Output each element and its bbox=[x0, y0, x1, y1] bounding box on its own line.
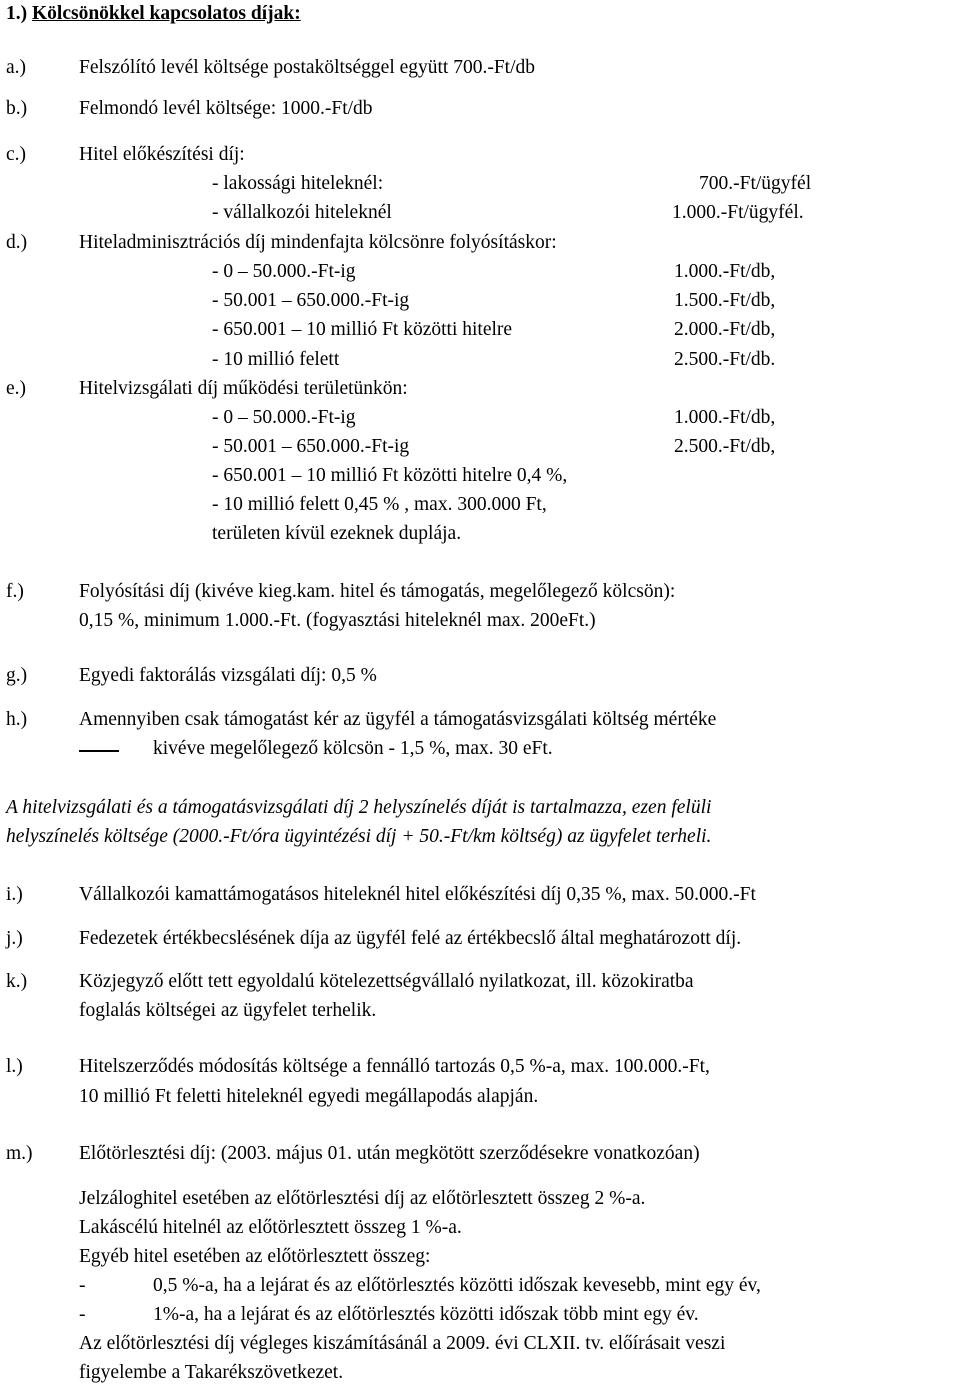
item-i-text: Vállalkozói kamattámogatásos hiteleknél hitel előkészítési díj 0,35 %, max. 50.000.-Ft bbox=[79, 884, 756, 905]
fee-row-amount: 1.000.-Ft/db, bbox=[674, 261, 776, 282]
dash-rule bbox=[79, 750, 119, 752]
item-e-text: Hitelvizsgálati díj működési területünkön: bbox=[79, 378, 408, 399]
item-m-line1: Előtörlesztési díj: (2003. május 01. után megkötött szerződésekre vonatkozóan) bbox=[79, 1143, 700, 1164]
italic-note-line1: A hitelvizsgálati és a támogatásvizsgálati díj 2 helyszínelés díját is tartalmazza, ezen felüli bbox=[6, 797, 712, 818]
bullet-text: 1%-a, ha a lejárat és az előtörlesztés közötti időszak több mint egy év. bbox=[153, 1304, 699, 1325]
fee-row-desc: - 0 – 50.000.-Ft-ig bbox=[212, 261, 356, 282]
item-m-final1: Az előtörlesztési díj végleges kiszámításánál a 2009. évi CLXII. tv. előírásait veszi bbox=[79, 1333, 726, 1354]
fee-row-amount: 700.-Ft/ügyfél bbox=[699, 173, 812, 194]
item-f-line2: 0,15 %, minimum 1.000.-Ft. (fogyasztási hiteleknél max. 200eFt.) bbox=[79, 610, 596, 631]
fee-row-amount: 1.000.-Ft/ügyfél. bbox=[672, 202, 804, 223]
fee-row-desc: - 50.001 – 650.000.-Ft-ig bbox=[212, 290, 410, 311]
item-k-label: k.) bbox=[6, 971, 28, 992]
item-e-label: e.) bbox=[6, 378, 27, 399]
fee-row-desc: - vállalkozói hiteleknél bbox=[212, 202, 392, 223]
section-title: Kölcsönökkel kapcsolatos díjak: bbox=[32, 3, 301, 24]
item-g-text: Egyedi faktorálás vizsgálati díj: 0,5 % bbox=[79, 665, 377, 686]
item-h-line1: Amennyiben csak támogatást kér az ügyfél a támogatásvizsgálati költség mértéke bbox=[79, 709, 717, 730]
item-g-label: g.) bbox=[6, 665, 28, 686]
fee-extra-line: - 650.001 – 10 millió Ft közötti hitelre 0,4 %, bbox=[212, 465, 568, 486]
item-m-para: Egyéb hitel esetében az előtörlesztett összeg: bbox=[79, 1246, 431, 1267]
fee-row-amount: 2.000.-Ft/db, bbox=[674, 319, 776, 340]
bullet-dash: - bbox=[79, 1275, 86, 1296]
item-h-line2: kivéve megelőlegező kölcsön - 1,5 %, max. 30 eFt. bbox=[153, 738, 553, 759]
fee-row-amount: 2.500.-Ft/db. bbox=[674, 349, 776, 370]
item-c-text: Hitel előkészítési díj: bbox=[79, 144, 245, 165]
fee-row-desc: - 650.001 – 10 millió Ft közötti hitelre bbox=[212, 319, 513, 340]
item-a-text: Felszólító levél költsége postaköltséggel együtt 700.-Ft/db bbox=[79, 57, 536, 78]
fee-row-desc: - 50.001 – 650.000.-Ft-ig bbox=[212, 436, 410, 457]
item-l-line2: 10 millió Ft feletti hiteleknél egyedi megállapodás alapján. bbox=[79, 1086, 539, 1107]
fee-extra-line: területen kívül ezeknek duplája. bbox=[212, 523, 462, 544]
item-m-para: Lakáscélú hitelnél az előtörlesztett összeg 1 %-a. bbox=[79, 1217, 462, 1238]
item-f-line1: Folyósítási díj (kivéve kieg.kam. hitel és támogatás, megelőlegező kölcsön): bbox=[79, 581, 676, 602]
item-b-text: Felmondó levél költsége: 1000.-Ft/db bbox=[79, 98, 373, 119]
item-k-line1: Közjegyző előtt tett egyoldalú kötelezettségvállaló nyilatkozat, ill. közokiratba bbox=[79, 971, 694, 992]
fee-extra-line: - 10 millió felett 0,45 % , max. 300.000 Ft, bbox=[212, 494, 547, 515]
item-d-label: d.) bbox=[6, 232, 28, 253]
item-c-label: c.) bbox=[6, 144, 27, 165]
item-i-label: i.) bbox=[6, 884, 23, 905]
item-a-label: a.) bbox=[6, 57, 27, 78]
section-number: 1.) bbox=[6, 3, 28, 24]
italic-note-line2: helyszínelés költsége (2000.-Ft/óra ügyintézési díj + 50.-Ft/km költség) az ügyfelet terheli. bbox=[6, 826, 712, 847]
item-b-label: b.) bbox=[6, 98, 28, 119]
item-k-line2: foglalás költségei az ügyfelet terhelik. bbox=[79, 1000, 377, 1021]
item-l-label: l.) bbox=[6, 1056, 23, 1077]
item-m-final2: figyelembe a Takarékszövetkezet. bbox=[79, 1362, 344, 1383]
item-m-label: m.) bbox=[6, 1143, 33, 1164]
item-d-text: Hiteladminisztrációs díj mindenfajta kölcsönre folyósításkor: bbox=[79, 232, 557, 253]
section-heading bbox=[6, 4, 301, 24]
fee-row-amount: 1.500.-Ft/db, bbox=[674, 290, 776, 311]
item-j-text: Fedezetek értékbecslésének díja az ügyfél felé az értékbecslő által meghatározott díj. bbox=[79, 928, 742, 949]
bullet-text: 0,5 %-a, ha a lejárat és az előtörlesztés közötti időszak kevesebb, mint egy év, bbox=[153, 1275, 761, 1296]
item-f-label: f.) bbox=[6, 581, 24, 602]
fee-row-desc: - 10 millió felett bbox=[212, 349, 340, 370]
item-l-line1: Hitelszerződés módosítás költsége a fennálló tartozás 0,5 %-a, max. 100.000.-Ft, bbox=[79, 1056, 710, 1077]
bullet-dash: - bbox=[79, 1304, 86, 1325]
item-j-label: j.) bbox=[6, 928, 23, 949]
fee-row-amount: 1.000.-Ft/db, bbox=[674, 407, 776, 428]
fee-row-desc: - lakossági hiteleknél: bbox=[212, 173, 384, 194]
item-h-label: h.) bbox=[6, 709, 28, 730]
fee-row-amount: 2.500.-Ft/db, bbox=[674, 436, 776, 457]
fee-row-desc: - 0 – 50.000.-Ft-ig bbox=[212, 407, 356, 428]
item-m-para: Jelzáloghitel esetében az előtörlesztési díj az előtörlesztett összeg 2 %-a. bbox=[79, 1188, 646, 1209]
